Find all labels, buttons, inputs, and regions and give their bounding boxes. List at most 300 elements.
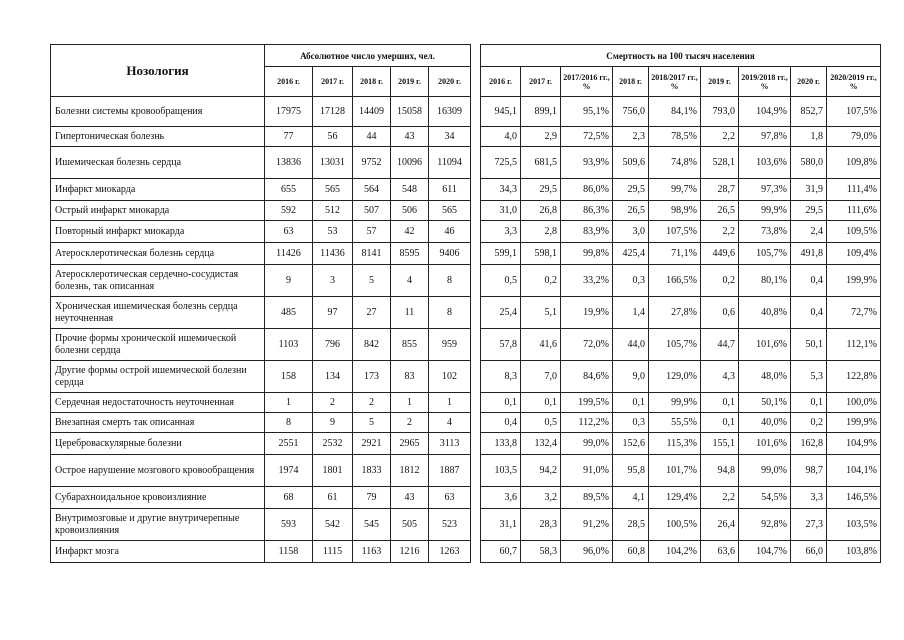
mortality-rate-cell: 152,6 xyxy=(613,433,649,455)
mortality-rate-cell: 199,5% xyxy=(561,393,613,413)
abs-deaths-cell: 545 xyxy=(353,509,391,541)
abs-deaths-cell: 1833 xyxy=(353,455,391,487)
table-row xyxy=(51,413,471,433)
abs-deaths-cell: 2551 xyxy=(265,433,313,455)
abs-year-header: 2016 г. xyxy=(265,67,313,97)
mortality-rate-cell: 3,3 xyxy=(481,221,521,243)
mortality-rate-cell: 3,0 xyxy=(613,221,649,243)
table-row xyxy=(51,127,471,147)
mortality-rate-cell: 4,1 xyxy=(613,487,649,509)
table-row xyxy=(481,147,881,179)
mortality-rate-cell: 115,3% xyxy=(649,433,701,455)
rate-column-header: 2017 г. xyxy=(521,67,561,97)
table-row xyxy=(51,455,471,487)
table-row xyxy=(51,509,471,541)
abs-deaths-cell: 9 xyxy=(265,265,313,297)
mortality-rate-cell: 0,5 xyxy=(521,413,561,433)
mortality-rate-cell: 80,1% xyxy=(739,265,791,297)
table-row xyxy=(51,393,471,413)
mortality-rate-cell: 5,3 xyxy=(791,361,827,393)
abs-deaths-cell: 507 xyxy=(353,201,391,221)
mortality-rate-cell: 71,1% xyxy=(649,243,701,265)
abs-deaths-cell: 548 xyxy=(391,179,429,201)
mortality-rate-cell: 99,0% xyxy=(739,455,791,487)
mortality-rate-cell: 40,0% xyxy=(739,413,791,433)
abs-deaths-cell: 2 xyxy=(313,393,353,413)
nosology-name: Внезапная смерть так описанная xyxy=(51,413,265,433)
abs-deaths-cell: 9752 xyxy=(353,147,391,179)
abs-deaths-cell: 16309 xyxy=(429,97,471,127)
mortality-rate-cell: 166,5% xyxy=(649,265,701,297)
nosology-name: Инфаркт миокарда xyxy=(51,179,265,201)
table-row xyxy=(481,127,881,147)
mortality-rate-cell: 50,1% xyxy=(739,393,791,413)
abs-deaths-cell: 542 xyxy=(313,509,353,541)
abs-deaths-cell: 46 xyxy=(429,221,471,243)
table-row xyxy=(51,243,471,265)
mortality-rate-cell: 111,4% xyxy=(827,179,881,201)
mortality-rate-cell: 86,3% xyxy=(561,201,613,221)
mortality-rate-cell: 86,0% xyxy=(561,179,613,201)
abs-deaths-cell: 83 xyxy=(391,361,429,393)
abs-deaths-cell: 77 xyxy=(265,127,313,147)
mortality-rate-cell: 528,1 xyxy=(701,147,739,179)
mortality-rate-cell: 28,3 xyxy=(521,509,561,541)
abs-deaths-cell: 1801 xyxy=(313,455,353,487)
mortality-rate-cell: 0,2 xyxy=(701,265,739,297)
abs-deaths-cell: 10096 xyxy=(391,147,429,179)
mortality-rate-cell: 97,8% xyxy=(739,127,791,147)
abs-deaths-cell: 11426 xyxy=(265,243,313,265)
abs-deaths-cell: 43 xyxy=(391,127,429,147)
mortality-rate-cell: 5,1 xyxy=(521,297,561,329)
mortality-rate-cell: 34,3 xyxy=(481,179,521,201)
mortality-rate-cell: 98,7 xyxy=(791,455,827,487)
mortality-rate-cell: 89,5% xyxy=(561,487,613,509)
table-row xyxy=(481,221,881,243)
mortality-rate-cell: 104,2% xyxy=(649,541,701,563)
mortality-rate-cell: 91,2% xyxy=(561,509,613,541)
mortality-rate-cell: 94,8 xyxy=(701,455,739,487)
table-row xyxy=(51,265,471,297)
mortality-rate-cell: 79,0% xyxy=(827,127,881,147)
mortality-rate-cell: 104,7% xyxy=(739,541,791,563)
abs-deaths-cell: 1 xyxy=(265,393,313,413)
mortality-rate-cell: 122,8% xyxy=(827,361,881,393)
table-row xyxy=(51,329,471,361)
abs-deaths-cell: 43 xyxy=(391,487,429,509)
mortality-rate-cell: 100,5% xyxy=(649,509,701,541)
mortality-rate-cell: 162,8 xyxy=(791,433,827,455)
abs-deaths-cell: 959 xyxy=(429,329,471,361)
mortality-rate-cell: 93,9% xyxy=(561,147,613,179)
abs-deaths-cell: 1812 xyxy=(391,455,429,487)
nosology-name: Атеросклеротическая сердечно-сосудистая болезнь, так описанная xyxy=(51,265,265,297)
mortality-rate-cell: 58,3 xyxy=(521,541,561,563)
mortality-rate-cell: 41,6 xyxy=(521,329,561,361)
table-row xyxy=(481,297,881,329)
nosology-name: Внутримозговые и другие внутричерепные кровоизлияния xyxy=(51,509,265,541)
abs-deaths-cell: 17975 xyxy=(265,97,313,127)
abs-deaths-cell: 8 xyxy=(265,413,313,433)
mortality-rate-cell: 2,2 xyxy=(701,127,739,147)
mortality-rate-cell: 26,5 xyxy=(701,201,739,221)
abs-deaths-cell: 485 xyxy=(265,297,313,329)
mortality-rate-cell: 66,0 xyxy=(791,541,827,563)
mortality-rate-cell: 109,8% xyxy=(827,147,881,179)
mortality-rate-cell: 111,6% xyxy=(827,201,881,221)
mortality-rate-cell: 107,5% xyxy=(649,221,701,243)
mortality-rate-cell: 29,5 xyxy=(791,201,827,221)
table-row xyxy=(51,297,471,329)
abs-deaths-cell: 14409 xyxy=(353,97,391,127)
mortality-rate-cell: 132,4 xyxy=(521,433,561,455)
mortality-rate-cell: 104,1% xyxy=(827,455,881,487)
abs-deaths-cell: 57 xyxy=(353,221,391,243)
abs-deaths-cell: 1103 xyxy=(265,329,313,361)
abs-deaths-cell: 523 xyxy=(429,509,471,541)
mortality-rate-cell: 103,6% xyxy=(739,147,791,179)
rate-column-header: 2016 г. xyxy=(481,67,521,97)
mortality-rate-cell: 31,0 xyxy=(481,201,521,221)
table-row xyxy=(51,221,471,243)
abs-deaths-cell: 27 xyxy=(353,297,391,329)
abs-deaths-cell: 506 xyxy=(391,201,429,221)
mortality-rate-cell: 60,8 xyxy=(613,541,649,563)
mortality-rate-cell: 28,7 xyxy=(701,179,739,201)
table-row xyxy=(481,487,881,509)
mortality-rate-cell: 0,4 xyxy=(481,413,521,433)
rate-column-header: 2018/2017 гг., % xyxy=(649,67,701,97)
table-row xyxy=(51,201,471,221)
mortality-rate-cell: 0,2 xyxy=(791,413,827,433)
mortality-rate-cell: 40,8% xyxy=(739,297,791,329)
mortality-rate-cell: 598,1 xyxy=(521,243,561,265)
mortality-rate-cell: 4,0 xyxy=(481,127,521,147)
mortality-rate-cell: 44,0 xyxy=(613,329,649,361)
abs-deaths-cell: 134 xyxy=(313,361,353,393)
mortality-rate-cell: 19,9% xyxy=(561,297,613,329)
mortality-rate-cell: 95,8 xyxy=(613,455,649,487)
abs-deaths-cell: 512 xyxy=(313,201,353,221)
abs-deaths-cell: 4 xyxy=(429,413,471,433)
mortality-rate-cell: 29,5 xyxy=(521,179,561,201)
mortality-rate-cell: 63,6 xyxy=(701,541,739,563)
abs-deaths-cell: 1 xyxy=(391,393,429,413)
mortality-rate-cell: 31,9 xyxy=(791,179,827,201)
mortality-rate-cell: 0,2 xyxy=(521,265,561,297)
abs-deaths-cell: 2532 xyxy=(313,433,353,455)
mortality-rate-cell: 104,9% xyxy=(739,97,791,127)
nosology-name: Субарахноидальное кровоизлияние xyxy=(51,487,265,509)
mortality-rate-cell: 83,9% xyxy=(561,221,613,243)
mortality-rate-cell: 449,6 xyxy=(701,243,739,265)
table-row xyxy=(51,147,471,179)
mortality-rate-cell: 7,0 xyxy=(521,361,561,393)
mortality-rate-cell: 3,3 xyxy=(791,487,827,509)
mortality-rate-cell: 84,6% xyxy=(561,361,613,393)
table-row xyxy=(51,487,471,509)
mortality-rate-cell: 2,2 xyxy=(701,221,739,243)
mortality-rate-cell: 50,1 xyxy=(791,329,827,361)
abs-deaths-cell: 9 xyxy=(313,413,353,433)
mortality-rate-cell: 509,6 xyxy=(613,147,649,179)
abs-deaths-cell: 4 xyxy=(391,265,429,297)
abs-deaths-cell: 1163 xyxy=(353,541,391,563)
abs-deaths-cell: 9406 xyxy=(429,243,471,265)
abs-deaths-cell: 5 xyxy=(353,265,391,297)
mortality-rate-cell: 72,7% xyxy=(827,297,881,329)
abs-deaths-cell: 42 xyxy=(391,221,429,243)
abs-deaths-cell: 1887 xyxy=(429,455,471,487)
mortality-rate-cell: 104,9% xyxy=(827,433,881,455)
abs-deaths-cell: 11094 xyxy=(429,147,471,179)
abs-deaths-cell: 2965 xyxy=(391,433,429,455)
mortality-rate-cell: 103,8% xyxy=(827,541,881,563)
table-row xyxy=(481,97,881,127)
absolute-deaths-table xyxy=(50,44,471,563)
abs-deaths-cell: 8595 xyxy=(391,243,429,265)
abs-deaths-cell: 34 xyxy=(429,127,471,147)
abs-deaths-cell: 63 xyxy=(429,487,471,509)
abs-deaths-cell: 1216 xyxy=(391,541,429,563)
table-row xyxy=(51,433,471,455)
mortality-rate-cell: 0,1 xyxy=(791,393,827,413)
mortality-rate-cell: 491,8 xyxy=(791,243,827,265)
mortality-rate-cell: 44,7 xyxy=(701,329,739,361)
table-row xyxy=(481,329,881,361)
mortality-rate-cell: 26,5 xyxy=(613,201,649,221)
mortality-rate-cell: 8,3 xyxy=(481,361,521,393)
abs-deaths-cell: 1974 xyxy=(265,455,313,487)
table-row xyxy=(51,97,471,127)
mortality-rate-cell: 101,6% xyxy=(739,329,791,361)
mortality-rate-cell: 109,5% xyxy=(827,221,881,243)
mortality-rate-cell: 107,5% xyxy=(827,97,881,127)
abs-deaths-cell: 56 xyxy=(313,127,353,147)
abs-deaths-cell: 1263 xyxy=(429,541,471,563)
mortality-rate-cell: 99,9% xyxy=(739,201,791,221)
mortality-rate-cell: 105,7% xyxy=(739,243,791,265)
absolute-title: Абсолютное число умерших, чел. xyxy=(265,45,471,67)
mortality-rate-cell: 0,1 xyxy=(613,393,649,413)
abs-deaths-cell: 44 xyxy=(353,127,391,147)
mortality-rate-cell: 103,5 xyxy=(481,455,521,487)
mortality-rate-cell: 26,4 xyxy=(701,509,739,541)
mortality-rate-cell: 84,1% xyxy=(649,97,701,127)
mortality-rate-cell: 580,0 xyxy=(791,147,827,179)
nosology-name: Прочие формы хронической ишемической болезни сердца xyxy=(51,329,265,361)
nosology-name: Сердечная недостаточность неуточненная xyxy=(51,393,265,413)
abs-deaths-cell: 8141 xyxy=(353,243,391,265)
mortality-rate-cell: 681,5 xyxy=(521,147,561,179)
mortality-rate-cell: 0,1 xyxy=(701,393,739,413)
nosology-name: Гипертоническая болезнь xyxy=(51,127,265,147)
abs-deaths-cell: 2921 xyxy=(353,433,391,455)
table-row xyxy=(481,413,881,433)
mortality-rate-cell: 99,0% xyxy=(561,433,613,455)
nosology-name: Атеросклеротическая болезнь сердца xyxy=(51,243,265,265)
mortality-rate-cell: 599,1 xyxy=(481,243,521,265)
nosology-header: Нозология xyxy=(51,45,265,97)
mortality-rate-cell: 0,1 xyxy=(521,393,561,413)
mortality-rate-cell: 9,0 xyxy=(613,361,649,393)
mortality-rate-cell: 33,2% xyxy=(561,265,613,297)
mortality-rate-cell: 100,0% xyxy=(827,393,881,413)
mortality-rate-cell: 0,6 xyxy=(701,297,739,329)
mortality-rate-cell: 101,7% xyxy=(649,455,701,487)
abs-deaths-cell: 3113 xyxy=(429,433,471,455)
nosology-name: Цереброваскулярные болезни xyxy=(51,433,265,455)
mortality-rate-cell: 133,8 xyxy=(481,433,521,455)
abs-deaths-cell: 565 xyxy=(429,201,471,221)
rate-column-header: 2018 г. xyxy=(613,67,649,97)
mortality-rate-cell: 29,5 xyxy=(613,179,649,201)
abs-deaths-cell: 63 xyxy=(265,221,313,243)
mortality-rate-cell: 199,9% xyxy=(827,413,881,433)
rate-column-header: 2019/2018 гг., % xyxy=(739,67,791,97)
abs-deaths-cell: 564 xyxy=(353,179,391,201)
mortality-rate-cell: 155,1 xyxy=(701,433,739,455)
abs-year-header: 2018 г. xyxy=(353,67,391,97)
rate-column-header: 2020/2019 гг., % xyxy=(827,67,881,97)
mortality-rate-cell: 101,6% xyxy=(739,433,791,455)
nosology-name: Острый инфаркт миокарда xyxy=(51,201,265,221)
mortality-rate-cell: 129,0% xyxy=(649,361,701,393)
abs-deaths-cell: 593 xyxy=(265,509,313,541)
mortality-rate-cell: 94,2 xyxy=(521,455,561,487)
mortality-rate-cell: 105,7% xyxy=(649,329,701,361)
mortality-rate-cell: 146,5% xyxy=(827,487,881,509)
abs-deaths-cell: 1 xyxy=(429,393,471,413)
mortality-rate-cell: 99,9% xyxy=(649,393,701,413)
mortality-rate-cell: 2,4 xyxy=(791,221,827,243)
abs-deaths-cell: 1158 xyxy=(265,541,313,563)
rate-column-header: 2019 г. xyxy=(701,67,739,97)
mortality-rate-cell: 725,5 xyxy=(481,147,521,179)
abs-deaths-cell: 565 xyxy=(313,179,353,201)
mortality-rate-cell: 27,8% xyxy=(649,297,701,329)
table-row xyxy=(481,179,881,201)
mortality-rate-cell: 4,3 xyxy=(701,361,739,393)
mortality-rate-cell: 97,3% xyxy=(739,179,791,201)
mortality-rate-cell: 945,1 xyxy=(481,97,521,127)
mortality-rate-cell: 0,1 xyxy=(701,413,739,433)
mortality-rate-cell: 756,0 xyxy=(613,97,649,127)
abs-deaths-cell: 11436 xyxy=(313,243,353,265)
mortality-rate-cell: 99,8% xyxy=(561,243,613,265)
mortality-rate-cell: 2,8 xyxy=(521,221,561,243)
mortality-rate-cell: 103,5% xyxy=(827,509,881,541)
mortality-rate-cell: 0,3 xyxy=(613,413,649,433)
mortality-rate-cell: 95,1% xyxy=(561,97,613,127)
abs-deaths-cell: 102 xyxy=(429,361,471,393)
table-row xyxy=(481,265,881,297)
mortality-rate-cell: 2,3 xyxy=(613,127,649,147)
table-row xyxy=(481,541,881,563)
table-row xyxy=(51,541,471,563)
mortality-rate-cell: 78,5% xyxy=(649,127,701,147)
mortality-rate-cell: 91,0% xyxy=(561,455,613,487)
abs-deaths-cell: 173 xyxy=(353,361,391,393)
mortality-rate-cell: 26,8 xyxy=(521,201,561,221)
mortality-rate-cell: 2,2 xyxy=(701,487,739,509)
mortality-rate-cell: 0,1 xyxy=(481,393,521,413)
mortality-rate-cell: 0,5 xyxy=(481,265,521,297)
mortality-rate-cell: 1,8 xyxy=(791,127,827,147)
mortality-rate-cell: 2,9 xyxy=(521,127,561,147)
abs-deaths-cell: 855 xyxy=(391,329,429,361)
rate-column-header: 2020 г. xyxy=(791,67,827,97)
mortality-rate-cell: 74,8% xyxy=(649,147,701,179)
table-row xyxy=(51,361,471,393)
mortality-rate-cell: 60,7 xyxy=(481,541,521,563)
abs-deaths-cell: 158 xyxy=(265,361,313,393)
nosology-name: Повторный инфаркт миокарда xyxy=(51,221,265,243)
abs-deaths-cell: 15058 xyxy=(391,97,429,127)
mortality-rate-cell: 54,5% xyxy=(739,487,791,509)
mortality-rate-cell: 48,0% xyxy=(739,361,791,393)
mortality-rate-cell: 72,0% xyxy=(561,329,613,361)
rate-column-header: 2017/2016 гг., % xyxy=(561,67,613,97)
mortality-rate-cell: 3,2 xyxy=(521,487,561,509)
abs-deaths-cell: 611 xyxy=(429,179,471,201)
table-row xyxy=(481,361,881,393)
mortality-rate-cell: 0,4 xyxy=(791,297,827,329)
mortality-rate-cell: 55,5% xyxy=(649,413,701,433)
mortality-rate-cell: 852,7 xyxy=(791,97,827,127)
abs-deaths-cell: 53 xyxy=(313,221,353,243)
mortality-rate-cell: 28,5 xyxy=(613,509,649,541)
mortality-rate-cell: 99,7% xyxy=(649,179,701,201)
table-row xyxy=(481,393,881,413)
abs-deaths-cell: 61 xyxy=(313,487,353,509)
abs-year-header: 2017 г. xyxy=(313,67,353,97)
nosology-name: Ишемическая болезнь сердца xyxy=(51,147,265,179)
nosology-name: Острое нарушение мозгового кровообращения xyxy=(51,455,265,487)
abs-deaths-cell: 8 xyxy=(429,265,471,297)
table-row xyxy=(481,243,881,265)
abs-deaths-cell: 13836 xyxy=(265,147,313,179)
mortality-rate-cell: 199,9% xyxy=(827,265,881,297)
mortality-rate-table xyxy=(480,44,881,563)
mortality-rate-cell: 3,6 xyxy=(481,487,521,509)
table-row xyxy=(481,201,881,221)
abs-deaths-cell: 79 xyxy=(353,487,391,509)
mortality-rate-cell: 57,8 xyxy=(481,329,521,361)
mortality-rate-cell: 27,3 xyxy=(791,509,827,541)
nosology-name: Хроническая ишемическая болезнь сердца неуточненная xyxy=(51,297,265,329)
mortality-rate-cell: 31,1 xyxy=(481,509,521,541)
nosology-name: Болезни системы кровообращения xyxy=(51,97,265,127)
mortality-rate-cell: 73,8% xyxy=(739,221,791,243)
abs-deaths-cell: 796 xyxy=(313,329,353,361)
mortality-title: Смертность на 100 тысяч населения xyxy=(481,45,881,67)
table-row xyxy=(51,179,471,201)
nosology-name: Другие формы острой ишемической болезни сердца xyxy=(51,361,265,393)
table-row xyxy=(481,433,881,455)
mortality-rate-cell: 129,4% xyxy=(649,487,701,509)
mortality-rate-cell: 92,8% xyxy=(739,509,791,541)
mortality-rate-cell: 0,3 xyxy=(613,265,649,297)
mortality-rate-cell: 109,4% xyxy=(827,243,881,265)
abs-deaths-cell: 592 xyxy=(265,201,313,221)
mortality-rate-cell: 793,0 xyxy=(701,97,739,127)
mortality-rate-cell: 1,4 xyxy=(613,297,649,329)
mortality-rate-cell: 25,4 xyxy=(481,297,521,329)
abs-deaths-cell: 1115 xyxy=(313,541,353,563)
abs-deaths-cell: 11 xyxy=(391,297,429,329)
